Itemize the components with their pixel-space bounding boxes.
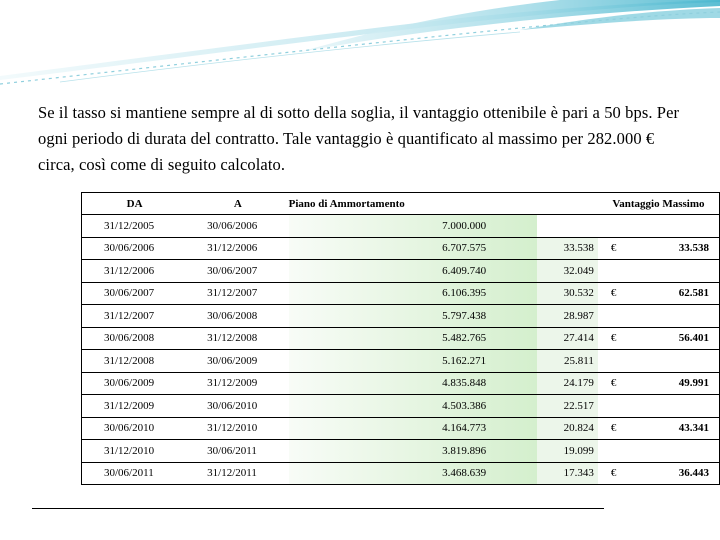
cell-currency [598,305,634,328]
table-row [82,237,720,260]
cell-da: 31/12/2008 [82,350,188,373]
table-row [82,462,720,485]
cell-value [537,215,598,238]
cell-a: 31/12/2010 [187,417,289,440]
cell-value: 28.987 [537,305,598,328]
intro-paragraph: Se il tasso si mantiene sempre al di sotto della soglia, il vantaggio ottenibile è pari a 50 bps. Per ogni periodo di durata del contratto. Tale vantaggio è quantificato al massimo per 282.000 € circa, così come di seguito calcolato. [38,103,680,174]
table-row [82,327,720,350]
cell-currency [598,395,634,418]
table-row [82,395,720,418]
cell-value: 25.811 [537,350,598,373]
cell-currency [598,440,634,463]
table-row [82,372,720,395]
cell-currency: € [598,417,634,440]
cell-piano: 5.482.765 [289,327,538,350]
table-row [82,350,720,373]
cell-a: 30/06/2006 [187,215,289,238]
cell-currency: € [598,237,634,260]
cell-da: 30/06/2010 [82,417,188,440]
cell-piano: 6.106.395 [289,282,538,305]
cell-a: 31/12/2011 [187,462,289,485]
cell-da: 30/06/2011 [82,462,188,485]
cell-piano: 5.162.271 [289,350,538,373]
cell-da: 30/06/2007 [82,282,188,305]
cell-vantaggio [634,440,720,463]
cell-value: 33.538 [537,237,598,260]
cell-piano: 3.468.639 [289,462,538,485]
cell-a: 30/06/2011 [187,440,289,463]
cell-da: 30/06/2008 [82,327,188,350]
cell-piano: 6.409.740 [289,260,538,283]
cell-piano: 7.000.000 [289,215,538,238]
cell-vantaggio: 43.341 [634,417,720,440]
cell-currency: € [598,462,634,485]
table-row [82,305,720,328]
cell-vantaggio: 36.443 [634,462,720,485]
table-row [82,282,720,305]
table-row [82,417,720,440]
cell-a: 31/12/2006 [187,237,289,260]
piano-header-label: Piano di Ammortamento [288,197,405,210]
cell-value: 32.049 [537,260,598,283]
column-header-da: DA [82,193,188,215]
cell-da: 30/06/2009 [82,372,188,395]
cell-da: 31/12/2010 [82,440,188,463]
cell-value: 30.532 [537,282,598,305]
cell-value: 22.517 [537,395,598,418]
cell-value: 19.099 [537,440,598,463]
cell-vantaggio: 49.991 [634,372,720,395]
table-row [82,440,720,463]
column-header-vantaggio: Vantaggio Massimo [598,193,720,215]
cell-currency [598,215,634,238]
column-header-value [537,193,598,215]
cell-piano: 4.164.773 [289,417,538,440]
column-header-a: A [187,193,289,215]
table-header-row [82,193,720,215]
table-row [82,215,720,238]
cell-vantaggio [634,215,720,238]
cell-a: 30/06/2008 [187,305,289,328]
cell-vantaggio: 33.538 [634,237,720,260]
amortization-table [81,192,720,485]
bottom-divider [32,508,604,509]
cell-piano: 4.835.848 [289,372,538,395]
column-header-piano [289,193,538,215]
cell-currency [598,260,634,283]
table-body [82,215,720,485]
cell-a: 31/12/2007 [187,282,289,305]
cell-da: 31/12/2007 [82,305,188,328]
cell-da: 31/12/2009 [82,395,188,418]
cell-currency [598,350,634,373]
cell-piano: 4.503.386 [289,395,538,418]
cell-a: 30/06/2007 [187,260,289,283]
cell-da: 30/06/2006 [82,237,188,260]
cell-a: 30/06/2009 [187,350,289,373]
cell-currency: € [598,282,634,305]
header-wave-decoration [0,0,720,90]
cell-da: 31/12/2005 [82,215,188,238]
cell-vantaggio [634,305,720,328]
cell-piano: 6.707.575 [289,237,538,260]
cell-piano: 3.819.896 [289,440,538,463]
cell-vantaggio: 56.401 [634,327,720,350]
cell-value: 20.824 [537,417,598,440]
cell-value: 24.179 [537,372,598,395]
cell-vantaggio: 62.581 [634,282,720,305]
cell-a: 30/06/2010 [187,395,289,418]
cell-currency: € [598,327,634,350]
cell-value: 17.343 [537,462,598,485]
table-row [82,260,720,283]
cell-vantaggio [634,260,720,283]
cell-a: 31/12/2009 [187,372,289,395]
cell-vantaggio [634,395,720,418]
cell-da: 31/12/2006 [82,260,188,283]
cell-currency: € [598,372,634,395]
cell-vantaggio [634,350,720,373]
cell-a: 31/12/2008 [187,327,289,350]
cell-value: 27.414 [537,327,598,350]
cell-piano: 5.797.438 [289,305,538,328]
